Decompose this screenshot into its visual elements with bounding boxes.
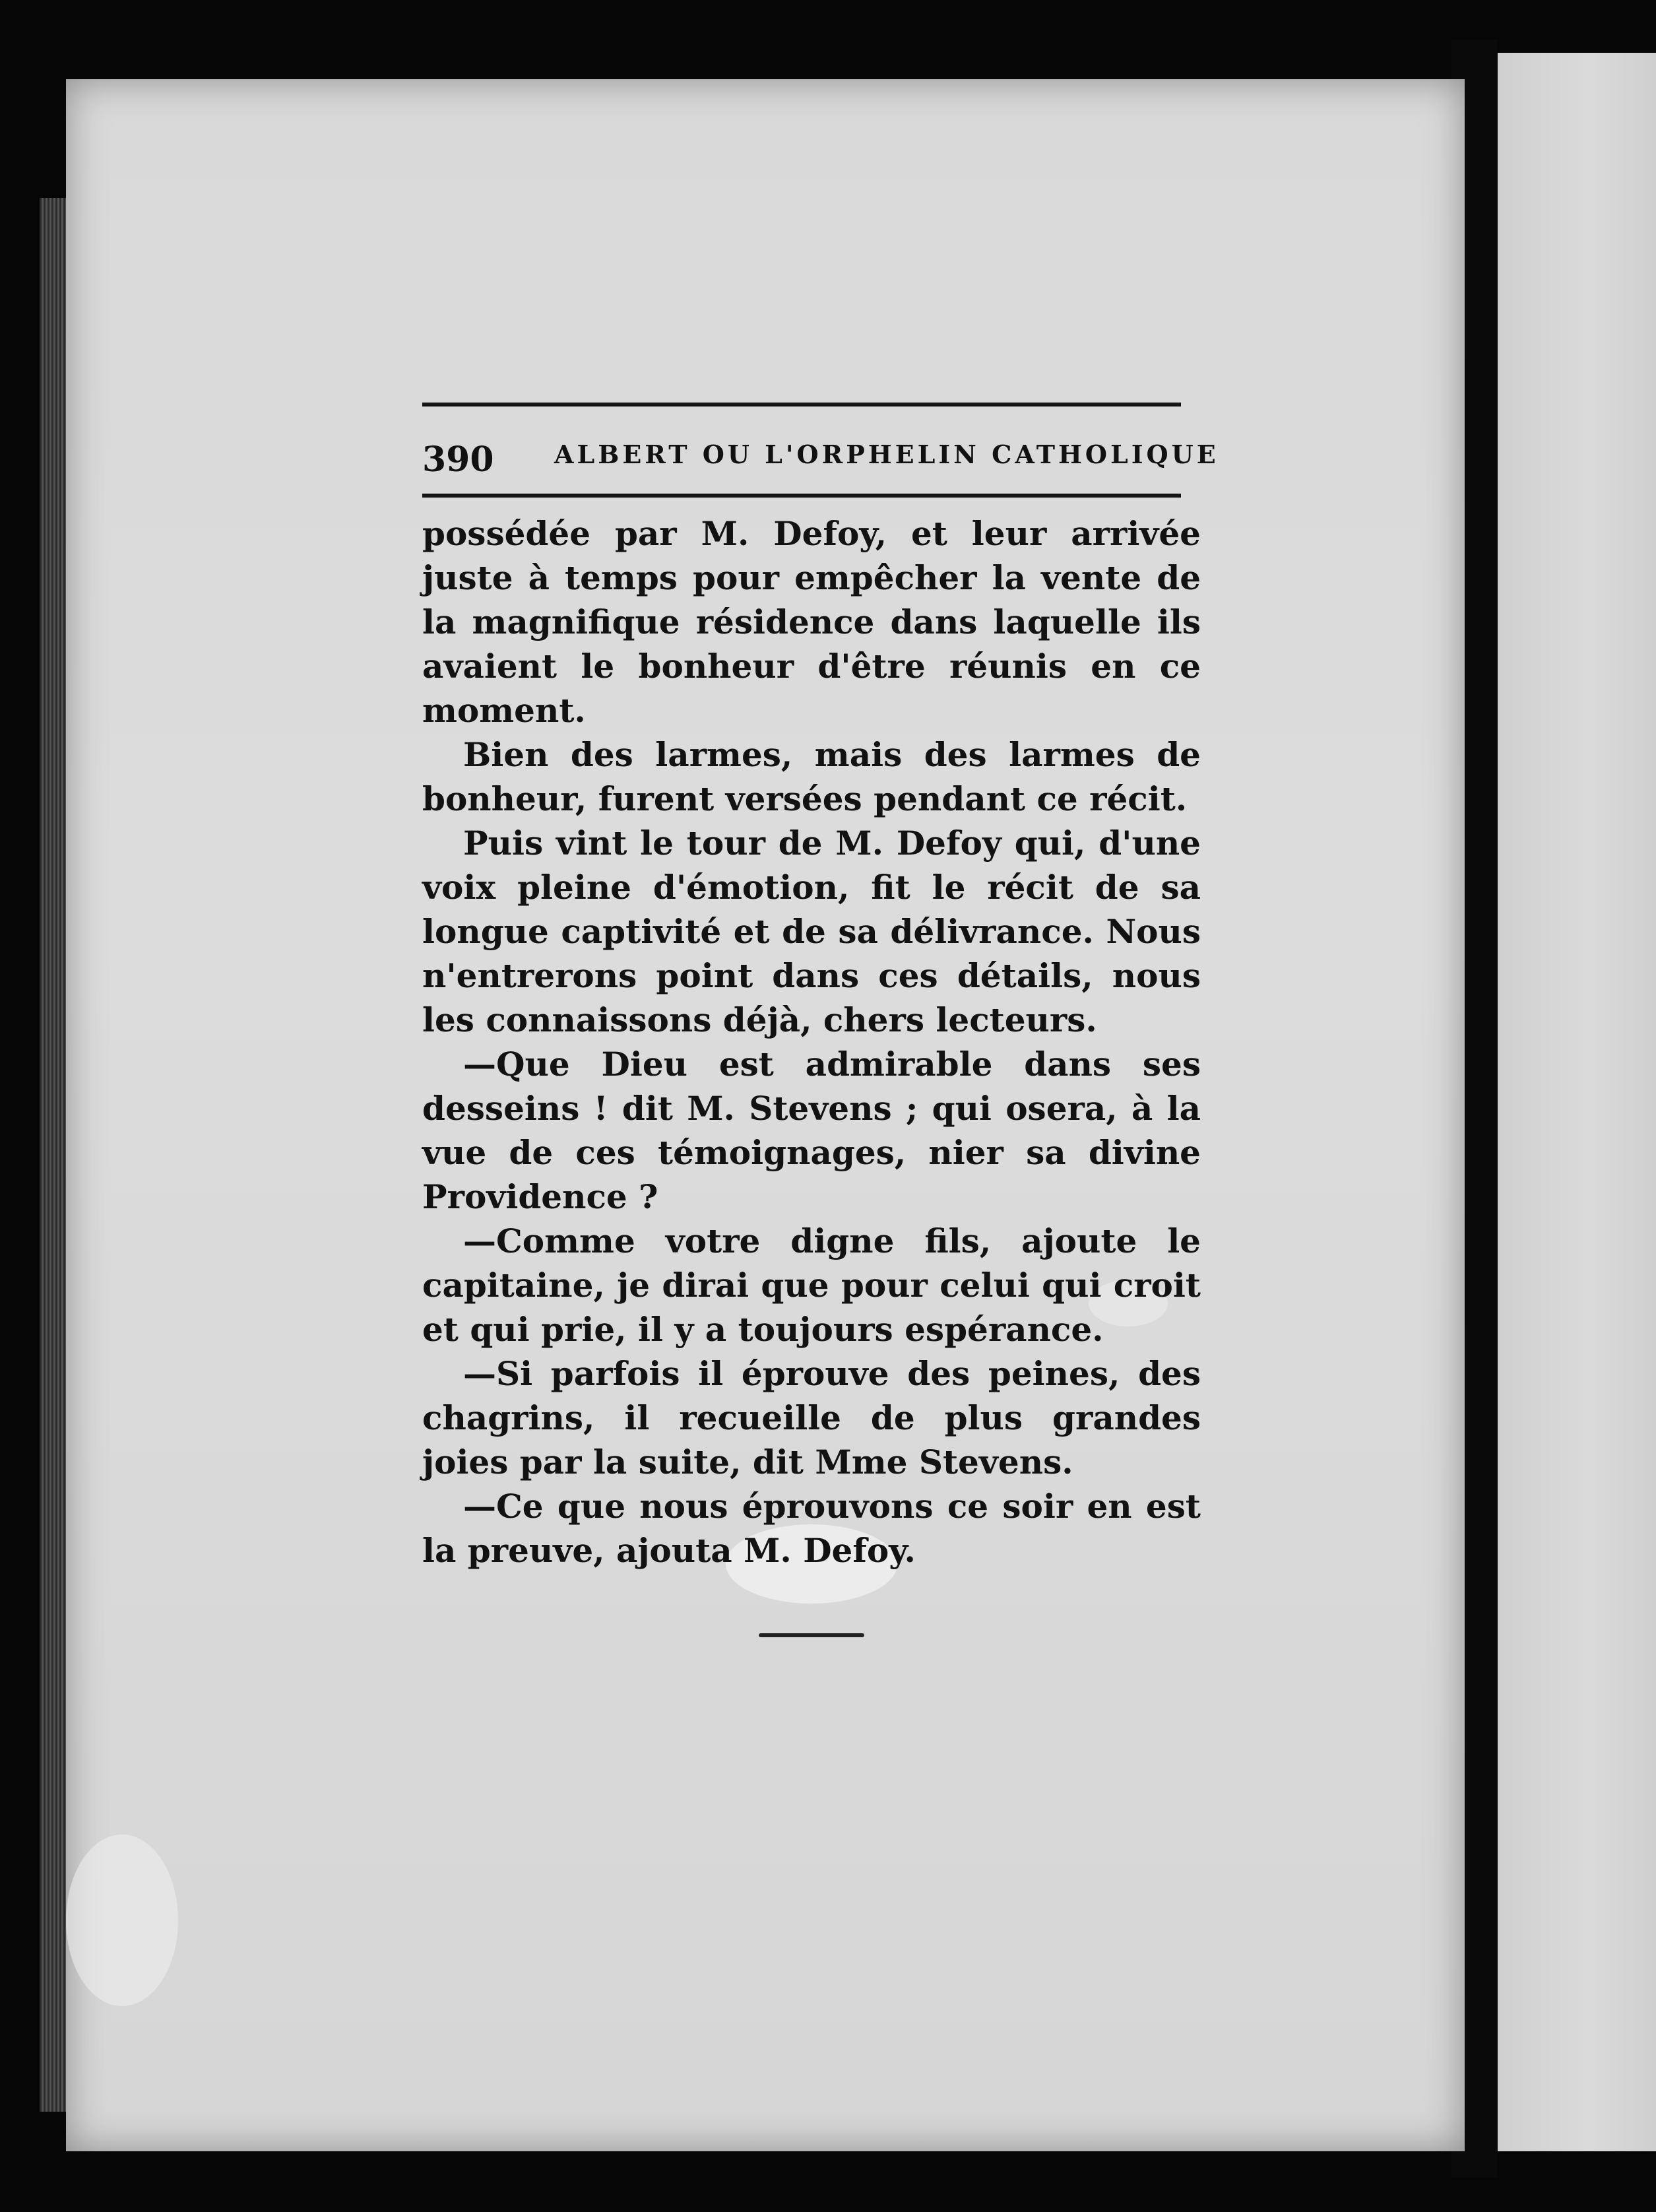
dialogue-paragraph: —Comme votre digne fils, ajoute le capitaine, je dirai que pour celui qui croit et qui prie, il y a toujours espérance. [422, 1221, 1201, 1349]
page-number: 390 [422, 439, 494, 480]
dialogue-paragraph: —Ce que nous éprouvons ce soir en est la preuve, ajouta M. Defoy. [422, 1487, 1201, 1570]
dialogue-paragraph: —Que Dieu est admirable dans ses desseins ! dit M. Stevens ; qui osera, à la vue de ces témoignages, nier sa divine Providence ? [422, 1045, 1201, 1216]
end-ornament-rule [759, 1633, 864, 1637]
paper-blemish [66, 1835, 178, 2006]
body-text [422, 511, 1201, 1573]
facing-page-edge [1491, 53, 1656, 2151]
dialogue-paragraph: —Si parfois il éprouve des peines, des chagrins, il recueille de plus grandes joies par la suite, dit Mme Stevens. [422, 1354, 1201, 1481]
paragraph: Puis vint le tour de M. Defoy qui, d'une voix pleine d'émotion, fit le récit de sa longue captivité et de sa délivrance. Nous n'entrerons point dans ces détails, nous les connaissons déjà, chers lecteurs. [422, 824, 1201, 1039]
paragraph: Bien des larmes, mais des larmes de bonheur, furent versées pendant ce récit. [422, 735, 1201, 818]
paragraph: possédée par M. Defoy, et leur arrivée juste à temps pour empêcher la vente de la magnifique résidence dans laquelle ils avaient le bonheur d'être réunis en ce moment. [422, 514, 1201, 730]
running-head [422, 403, 1219, 498]
running-title: ALBERT OU L'ORPHELIN CATHOLIQUE [554, 439, 1219, 469]
